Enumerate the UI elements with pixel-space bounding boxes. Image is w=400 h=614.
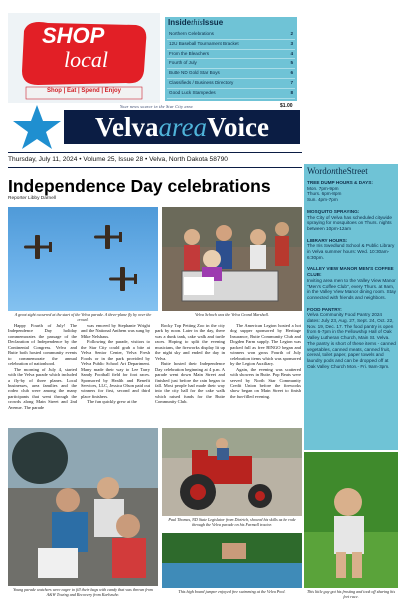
- star-logo-icon: [12, 104, 62, 150]
- sidebar-notice-text: Inviting area men to the Valley View Manor "Men's Coffee Club", every Thurs. at 9am, in the Valley View Manor dining room. Stay connected with friends and neighbors.: [307, 277, 396, 300]
- word-on-the-street-sidebar: [304, 164, 398, 450]
- inside-issue-page: 8: [290, 89, 293, 95]
- inside-issue-item: [167, 59, 295, 69]
- inside-issue-item: [167, 89, 295, 99]
- article-paragraph: Butte hosted their Independence Day celebration beginning at 4 p.m. A parade went down Main Street and finished just before the rain began to fall. Most people had made their way into the city hall for the cake walk which raised funds for the Butte Community Club.: [155, 361, 225, 405]
- sidebar-notice-heading: FOOD PANTRY:: [307, 306, 342, 312]
- logo-word-shop: SHOP: [42, 23, 105, 48]
- sidebar-notice-heading: LIBRARY HOURS:: [307, 237, 348, 243]
- sidebar-notice-heading: VALLEY VIEW MANOR MEN'S COFFEE CLUB:: [307, 266, 394, 278]
- inside-issue-label: Classifieds / Business Directory: [169, 79, 234, 85]
- sidebar-title-part: on: [326, 166, 336, 176]
- article-column-2: [81, 323, 150, 405]
- inside-issue-label: 12U Baseball Tournament Bracket: [169, 40, 239, 46]
- inside-title-part: Issue: [202, 18, 224, 27]
- article-paragraph: The fun quickly grew at the: [87, 399, 137, 405]
- caption-kids-photo: Young parade watchers were eager to fill their bags with candy that was thrown from A&W Towing and Recovery from Karlsruhe.: [13, 587, 153, 597]
- inside-this-issue-box: [165, 17, 297, 101]
- caption-wagon-photo: Velva Schoch was the Velva Grand Marshall.: [195, 312, 269, 317]
- inside-issue-item: [167, 30, 295, 40]
- article-paragraph: Following the parade, visitors to the Star City could grab a bite at Velva Senior Center, Velva Fresh Foods or in the park provided by Velva Public School Art Department. Many made their way to Lee Tarry Sandy Football field for foot races. Sponsored by Health and Benefit Services, LLC, Jessica Olson paid out winners for first, second and third place finishers.: [81, 339, 150, 399]
- inside-issue-item: [167, 69, 295, 79]
- logo-tagline: Shop | Eat | Spend | Enjoy: [46, 88, 122, 94]
- inside-title-part: Inside: [168, 18, 192, 27]
- sidebar-title-part: Word: [307, 166, 327, 176]
- sidebar-title-part: theStreet: [335, 166, 368, 176]
- sidebar-notice-heading: TREE DUMP HOURS & DAYS:: [307, 180, 373, 185]
- caption-tractor-photo: Paul Thomas, ND State Legislator from Dietrich, showed his skills as he rode through the Velva parade on his Farmall tractor.: [168, 517, 296, 527]
- article-paragraph: was emceed by Stephanie Wright and the National Anthem was sung by Mike Nelshaus.: [81, 323, 150, 339]
- inside-issue-item: [167, 50, 295, 60]
- nameplate-tagline: Your news source in the Star City area: [120, 104, 193, 109]
- article-paragraph: Happy Fourth of July! The Independence Day holiday commemorates the passage of the Declaration of Independence by the Continental Congress. Velva and Butte both hosted community events to commemorate the annual celebration of nationhood.: [8, 323, 77, 367]
- article-headline: Independence Day celebrations: [8, 176, 271, 196]
- nameplate-part: Velva: [94, 112, 159, 142]
- shop-local-logo: [8, 13, 160, 103]
- article-paragraph: Again, the evening was scattered with showers in Butte. Pop Beats were served by North Star Community Credit Union before the fireworks show began on Main Street to finish the fun-filled evening.: [230, 366, 301, 399]
- nameplate-part: area: [158, 112, 207, 142]
- sidebar-notice-text: The City of Velva has scheduled citywide spraying for mosquitoes on Thurs. nights between 10pm-12am: [307, 214, 392, 231]
- caption-boy-photo: This little guy got his frosting and took off sharing his feet race.: [306, 589, 396, 599]
- article-column-3: [155, 323, 225, 405]
- inside-issue-label: Butte ND Gold Star Boys: [169, 70, 220, 76]
- article-byline: Reporter Libby Darnell: [8, 196, 56, 201]
- photo-grand-marshall-wagon: [162, 207, 302, 311]
- sidebar-notice-text: Velva Community Food Pantry 2024 dates: July 23, Aug. 27, Sept. 24, Oct. 22, Nov. 19, Dec. 17. The food pantry is open from 6-7pm in the Fellowship Hall of Oak Valley Lutheran Church, Main St. Velva. The pantry is short of these items - canned vegetables, canned meats, canned fruit, cereal, toilet paper, paper towels and laundry pods and can be dropped off at Oak Valley Church Mon.- Fri. 9am-3pm.: [307, 312, 396, 369]
- inside-issue-label: From the Bleachers: [169, 50, 210, 56]
- nameplate-part: Voice: [207, 112, 269, 142]
- article-column-4: [230, 323, 301, 399]
- article-paragraph: The American Legion hosted a hot dog supper sponsored by Heritage Insurance, Butte Community Club and Dogden Farm supply. The Legion was packed full as free BINGO began and winners won gross Fourth of July celebration items which was sponsored by the Legion Auxiliary.: [230, 323, 301, 367]
- photo-pool-jumper: [162, 533, 302, 588]
- inside-issue-page: 6: [290, 70, 293, 76]
- sidebar-title: [304, 166, 400, 176]
- dateline: Thursday, July 11, 2024 • Volume 25, Issue 28 • Velva, North Dakota 58790: [8, 152, 302, 168]
- inside-issue-page: 7: [290, 79, 293, 85]
- cover-price: $1.00: [280, 103, 293, 109]
- inside-issue-label: Fourth of July: [169, 60, 197, 66]
- article-column-1: [8, 323, 77, 410]
- photo-airplane-flyover: [8, 207, 158, 311]
- inside-title-part: this: [191, 18, 203, 27]
- inside-issue-page: 2: [290, 31, 293, 36]
- sidebar-notice-text: Mon. 7pm-9pm Thurs. 6pm-8pm Sun. 4pm-7pm: [307, 185, 342, 203]
- inside-issue-list: [167, 30, 295, 99]
- photo-boy-with-cake: [304, 452, 398, 588]
- inside-issue-page: 3: [290, 40, 293, 46]
- inside-issue-page: 5: [290, 60, 293, 66]
- sidebar-notice-text: The Iris Swedlund School & Public Library in Velva summer hours: Wed. 10:30am-6:30pm.: [307, 243, 395, 260]
- inside-issue-page: 4: [290, 50, 293, 56]
- newspaper-nameplate: [64, 110, 300, 144]
- inside-this-issue-title: [168, 18, 223, 27]
- article-paragraph: The morning of July 4, started with the Velva parade which included a fly-by of three planes. Local businesses, area families and the rodeo club were among the many participants that went through the crowds along Main Street and 2nd Avenue. The parade: [8, 366, 77, 410]
- caption-airplane-photo: A great sight occurred at the start of the Velva parade. A three-plane fly by over the crowd.: [14, 312, 152, 322]
- sidebar-notice-heading: MOSQUITO SPRAYING:: [307, 208, 360, 214]
- photo-kids-collecting-candy: [8, 428, 158, 586]
- inside-issue-item: [167, 40, 295, 50]
- caption-pool-photo: This high board jumper enjoyed free swimming at the Velva Pool.: [178, 589, 286, 594]
- inside-issue-label: Good Luck Stampedes: [169, 89, 216, 95]
- inside-issue-label: Northern Celebrations: [169, 31, 214, 36]
- inside-issue-item: [167, 79, 295, 89]
- article-paragraph: Rocky Top Petting Zoo in the city park by noon. Later in the day, there was a dunk tank, cake walk and turtle races. Hoping to split the evening musicians, the fireworks display lit up the night sky and ended the day in Velva.: [155, 323, 225, 361]
- photo-farmall-tractor: [162, 428, 302, 516]
- logo-word-local: local: [64, 47, 108, 72]
- sidebar-notices: [307, 180, 396, 369]
